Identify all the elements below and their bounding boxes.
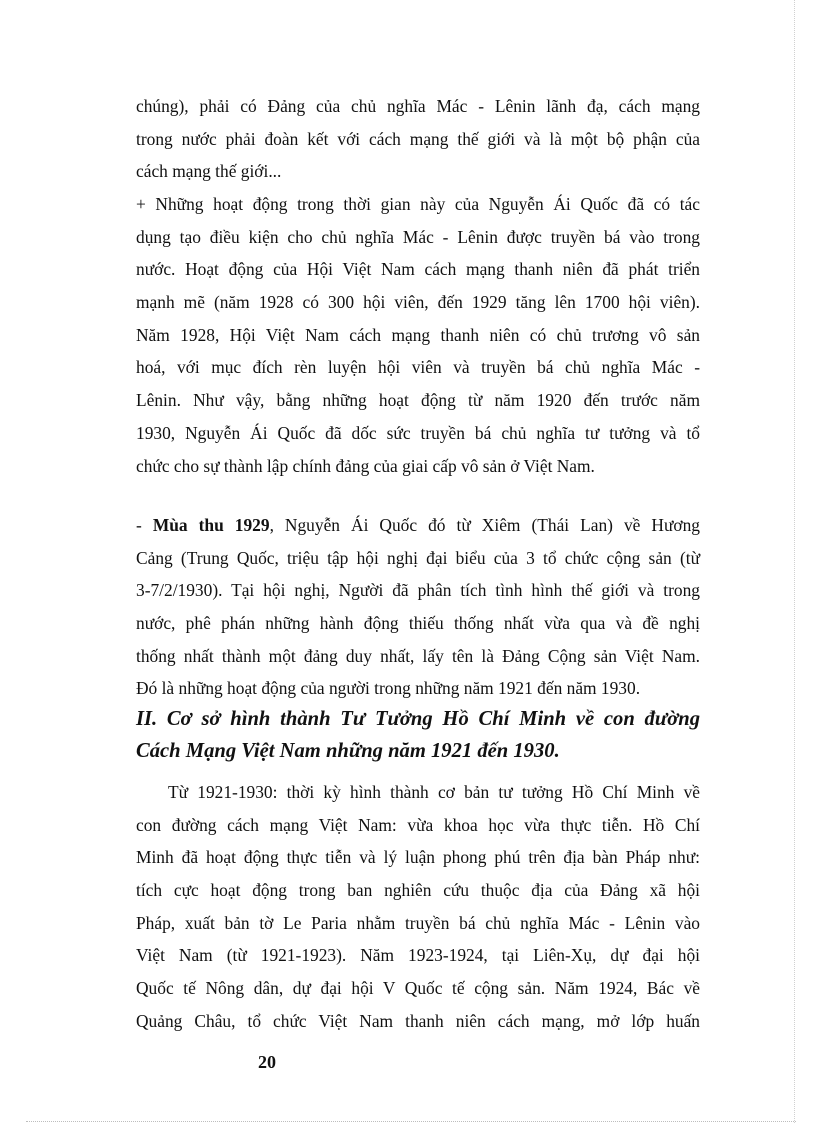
- text-run: , Nguyễn Ái Quốc đó từ Xiêm (Thái Lan) về Hương: [269, 515, 700, 535]
- heading-line: Cách Mạng Việt Nam những năm 1921 đến 1930.: [136, 740, 560, 762]
- heading-line: II. Cơ sở hình thành Tư Tưởng Hồ Chí Minh về con đường: [136, 708, 700, 730]
- paragraph-continuation: [136, 90, 700, 188]
- paragraph-formation: [136, 776, 700, 1038]
- text-line: dụng tạo điều kiện cho chủ nghĩa Mác - Lênin được truyền bá vào trong: [136, 226, 700, 247]
- page-right-border: [794, 0, 795, 1123]
- page-number: 20: [258, 1052, 276, 1072]
- text-line: Việt Nam (từ 1921-1923). Năm 1923-1924, tại Liên-Xụ, dự đại hội: [136, 945, 700, 966]
- page-bottom-border: [26, 1121, 796, 1122]
- text-line: Năm 1928, Hội Việt Nam cách mạng thanh niên có chủ trương vô sản: [136, 324, 700, 345]
- text-line: Từ 1921-1930: thời kỳ hình thành cơ bản tư tưởng Hồ Chí Minh về: [168, 782, 700, 802]
- text-line: con đường cách mạng Việt Nam: vừa khoa học vừa thực tiễn. Hồ Chí: [136, 814, 700, 835]
- text-line: 3-7/2/1930). Tại hội nghị, Người đã phân tích tình hình thế giới và trong: [136, 580, 700, 601]
- text-line: Đó là những hoạt động của người trong những năm 1921 đến năm 1930.: [136, 678, 641, 699]
- text-line: Pháp, xuất bản tờ Le Paria nhằm truyền bá chủ nghĩa Mác - Lênin vào: [136, 912, 700, 933]
- text-line: + Những hoạt động trong thời gian này của Nguyễn Ái Quốc đã có tác: [136, 194, 700, 214]
- text-line: Quốc tế Nông dân, dự đại hội V Quốc tế cộng sản. Năm 1924, Bác về: [136, 978, 700, 999]
- text-line: 1930, Nguyễn Ái Quốc đã dốc sức truyền bá chủ nghĩa tư tưởng và tổ: [136, 422, 700, 443]
- text-line: trong nước phải đoàn kết với cách mạng thế giới và là một bộ phận của: [136, 128, 700, 149]
- text-line: nước, phê phán những hành động thiếu thống nhất vừa qua và đề nghị: [136, 613, 700, 634]
- text-line: hoá, với mục đích rèn luyện hội viên và truyền bá chủ nghĩa Mác -: [136, 357, 700, 378]
- bold-date: Mùa thu 1929: [152, 515, 270, 535]
- section-heading: [136, 703, 700, 767]
- text-line: tích cực hoạt động trong ban nghiên cứu thuộc địa của Đảng xã hội: [136, 880, 700, 901]
- paragraph-autumn-1929: [136, 509, 700, 705]
- text-line: Lênin. Như vậy, bằng những hoạt động từ năm 1920 đến trước năm: [136, 390, 700, 411]
- text-line: mạnh mẽ (năm 1928 có 300 hội viên, đến 1929 tăng lên 1700 hội viên).: [136, 292, 700, 313]
- text-line: Cảng (Trung Quốc, triệu tập hội nghị đại biểu của 3 tổ chức cộng sản (từ: [136, 547, 700, 568]
- text-line: chúng), phải có Đảng của chủ nghĩa Mác - Lênin lãnh đạ, cách mạng: [136, 96, 700, 116]
- text-line: [136, 509, 700, 542]
- text-line: nước. Hoạt động của Hội Việt Nam cách mạng thanh niên đã phát triển: [136, 259, 700, 280]
- text-line: chức cho sự thành lập chính đảng của giai cấp vô sản ở Việt Nam.: [136, 455, 595, 476]
- text-line: thống nhất thành một đảng duy nhất, lấy tên là Đảng Cộng sản Việt Nam.: [136, 645, 700, 666]
- text-line: Quảng Châu, tổ chức Việt Nam thanh niên cách mạng, mở lớp huấn: [136, 1010, 700, 1031]
- paragraph-activities: [136, 188, 700, 482]
- text-line: cách mạng thế giới...: [136, 161, 282, 182]
- dash-marker: -: [136, 515, 153, 535]
- text-line: Minh đã hoạt động thực tiễn và lý luận phong phú trên địa bàn Pháp như:: [136, 847, 700, 868]
